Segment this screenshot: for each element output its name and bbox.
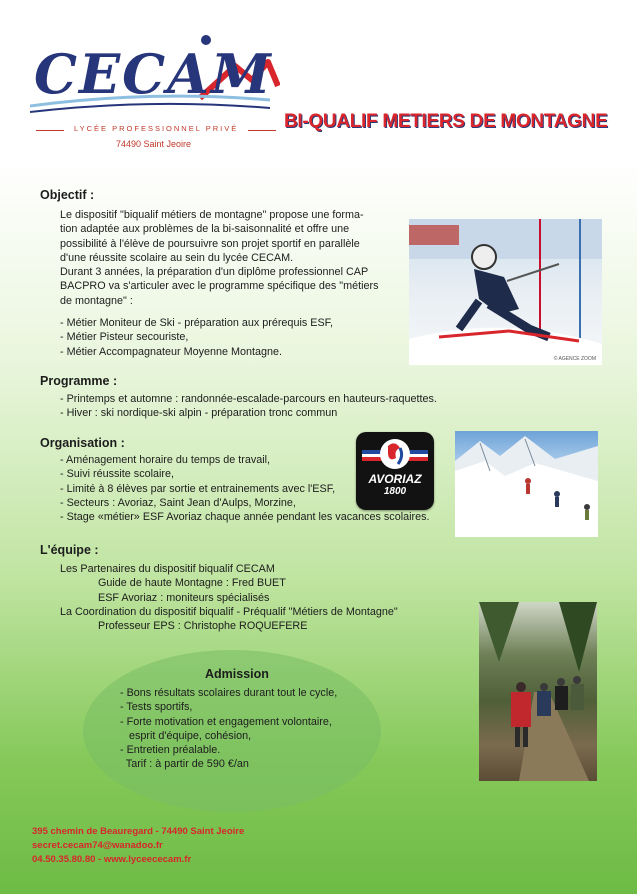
list-item: - Printemps et automne : randonnée-escalade-parcours en hauteurs-raquettes. [60,393,437,405]
objectif-text [60,208,404,308]
cecam-logo [30,28,280,123]
objectif-line: BACPRO va s'articuler avec le programme spécifique des "métiers [60,280,379,293]
objectif-line: de montagne" : [60,294,133,307]
footer-address: 395 chemin de Beauregard - 74490 Saint Jeoire [32,826,245,837]
school-label-row [36,124,276,136]
equipe-line: ESF Avoriaz : moniteurs spécialisés [98,591,270,604]
avoriaz-logo [356,432,434,510]
admission-heading: Admission [205,667,269,681]
divider [248,130,276,131]
logo-text: CECAM [34,42,273,106]
list-item: - Aménagement horaire du temps de travail, [60,454,271,466]
list-item: - Tests sportifs, [120,701,193,714]
list-item: - Métier Accompagnateur Moyenne Montagne. [60,345,283,358]
list-item: - Hiver : ski nordique-ski alpin - préparation tronc commun [60,407,338,420]
list-item: - Bons résultats scolaires durant tout le cycle, [120,687,338,699]
list-item: - Entretien préalable. [120,744,221,757]
equipe-line: Les Partenaires du dispositif biqualif CECAM [60,563,275,575]
programme-heading: Programme : [40,374,118,388]
ski-scene-graphic [409,219,602,365]
admission-list [120,686,390,772]
list-item: - Forte motivation et engagement volontaire, [120,715,332,728]
hiking-group-photo [479,602,597,781]
equipe-heading: L'équipe : [40,543,99,557]
footer-contact [32,825,244,867]
divider [36,130,64,131]
list-item: - Suivi réussite scolaire, [60,468,175,481]
photo-credit: © AGENCE ZOOM [553,356,596,362]
ski-racer-photo [409,219,602,365]
objectif-line: tion adaptée aux problèmes de la bi-saisonnalité et offre une [60,223,350,236]
objectif-list [60,316,420,359]
organisation-heading: Organisation : [40,436,125,450]
objectif-heading: Objectif : [40,188,95,202]
school-city: 74490 Saint Jeoire [116,139,192,149]
equipe-line: La Coordination du dispositif biqualif - Préqualif "Métiers de Montagne" [60,605,398,618]
equipe-list [60,562,460,633]
hiking-scene-graphic [479,602,597,781]
objectif-line: d'une réussite scolaire au sein du lycée CECAM. [60,251,294,264]
equipe-line: Guide de haute Montagne : Fred BUET [98,577,286,590]
equipe-line: Professeur EPS : Christophe ROQUEFERE [98,620,308,633]
list-item: - Secteurs : Avoriaz, Saint Jean d'Aulps, Morzine, [60,496,296,509]
list-item: - Métier Pisteur secouriste, [60,331,189,344]
footer-phone-website[interactable]: 04.50.35.80.80 - www.lyceececam.fr [32,854,192,865]
school-label: LYCÉE PROFESSIONNEL PRIVÉ [74,124,239,133]
avoriaz-name: AVORIAZ [368,472,422,486]
list-item: - Limité à 8 élèves par sortie et entrainements avec l'ESF, [60,482,336,495]
list-item: - Stage «métier» ESF Avoriaz chaque année pendant les vacances scolaires. [60,511,430,524]
programme-list [60,392,520,421]
page-title: BI-QUALIF METIERS DE MONTAGNE [284,111,608,132]
list-item: Tarif : à partir de 590 €/an [120,758,249,771]
mountain-scene-graphic [455,431,598,537]
footer-email[interactable]: secret.cecam74@wanadoo.fr [32,840,163,851]
objectif-line: possibilité à l'élève de poursuivre son projet sportif en parallèle [60,237,360,250]
avoriaz-year: 1800 [383,486,407,497]
list-item: - Métier Moniteur de Ski - préparation aux prérequis ESF, [60,317,334,329]
avoriaz-emblem-icon [356,432,434,510]
objectif-line: Durant 3 années, la préparation d'un diplôme professionnel CAP [60,266,369,279]
list-item: esprit d'équipe, cohésion, [120,729,252,742]
objectif-line: Le dispositif "biqualif métiers de montagne" propose une forma- [60,209,364,221]
snow-mountain-photo [455,431,598,537]
